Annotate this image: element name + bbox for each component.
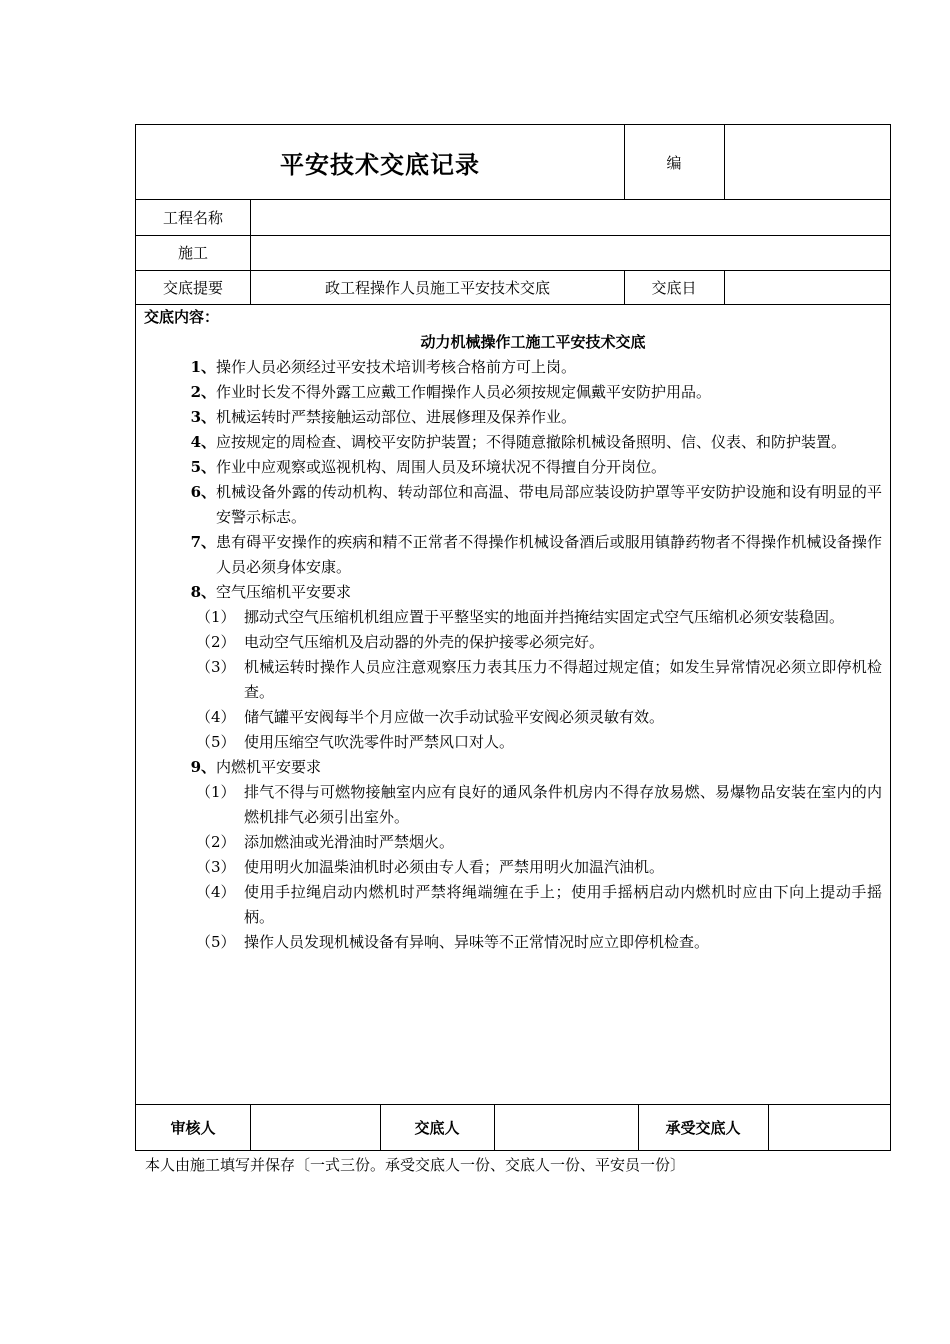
sub-list-item: （1） 排气不得与可燃物接触室内应有良好的通风条件机房内不得存放易燃、易爆物品安装在室内的内燃机排气必须引出室外。 xyxy=(196,783,882,826)
sub-list-item: （3） 使用明火加温柴油机时必须由专人看；严禁用明火加温汽油机。 xyxy=(196,858,665,876)
sub-list-item: （4） 储气罐平安阀每半个月应做一次手动试验平安阀必须灵敏有效。 xyxy=(196,708,665,726)
list-item: 6、 机械设备外露的传动机构、转动部位和高温、带电局部应装设防护罩等平安防护设施和设有明显的平安警示标志。 xyxy=(190,483,882,526)
sub-list-item: （5） 操作人员发现机械设备有异响、异味等不正常情况时应立即停机检查。 xyxy=(196,933,710,951)
reviewer-signature-field[interactable] xyxy=(251,1104,380,1150)
discloser-signature-field[interactable] xyxy=(495,1104,638,1150)
construction-field[interactable] xyxy=(251,235,890,270)
receiver-signature-field[interactable] xyxy=(769,1104,890,1150)
sub-list-item: （2） 电动空气压缩机及启动器的外壳的保护接零必须完好。 xyxy=(196,633,605,651)
list-item: 2、 作业时长发不得外露工应戴工作帽操作人员必须按规定佩戴平安防护用品。 xyxy=(190,383,712,401)
date-label: 交底日 xyxy=(651,278,697,297)
list-item: 4、 应按规定的周检查、调校平安防护装置；不得随意撤除机械设备照明、信、仪表、和防护装置。 xyxy=(190,433,847,451)
list-item: 7、 患有碍平安操作的疾病和精不正常者不得操作机械设备酒后或服用镇静药物者不得操作机械设备操作人员必须身体安康。 xyxy=(190,533,882,576)
list-item: 8、 空气压缩机平安要求 xyxy=(190,583,352,601)
receiver-label: 承受交底人 xyxy=(665,1118,741,1137)
list-item: 1、 操作人员必须经过平安技术培训考核合格前方可上岗。 xyxy=(190,358,577,376)
sub-list-item: （3） 机械运转时操作人员应注意观察压力表其压力不得超过规定值；如发生异常情况必须立即停机检查。 xyxy=(196,658,882,701)
list-item: 9、 内燃机平安要求 xyxy=(190,758,322,776)
sub-list-item: （4） 使用手拉绳启动内燃机时严禁将绳端缠在手上；使用手摇柄启动内燃机时应由下向上提动手摇柄。 xyxy=(196,883,882,926)
summary-value: 政工程操作人员施工平安技术交底 xyxy=(324,278,550,297)
construction-label: 施工 xyxy=(177,244,208,262)
footer-note: 本人由施工填写并保存〔一式三份。承受交底人一份、交底人一份、平安员一份〕 xyxy=(145,1156,686,1174)
sub-list-item: （2） 添加燃油或光滑油时严禁烟火。 xyxy=(196,833,455,851)
content-label: 交底内容： xyxy=(144,308,220,326)
sub-list-item: （1） 挪动式空气压缩机机组应置于平整坚实的地面并挡掩结实固定式空气压缩机必须安装稳固。 xyxy=(196,608,845,626)
code-label: 编 xyxy=(666,153,682,172)
date-field[interactable] xyxy=(725,270,890,304)
code-value-field[interactable] xyxy=(725,125,890,199)
reviewer-label: 审核人 xyxy=(170,1118,216,1137)
list-item: 5、 作业中应观察或巡视机构、周围人员及环境状况不得擅自分开岗位。 xyxy=(190,458,667,476)
content-subtitle: 动力机械操作工施工平安技术交底 xyxy=(420,333,646,351)
list-item: 3、 机械运转时严禁接触运动部位、进展修理及保养作业。 xyxy=(190,408,577,426)
project-name-label: 工程名称 xyxy=(162,208,223,227)
sub-list-item: （5） 使用压缩空气吹洗零件时严禁风口对人。 xyxy=(196,733,515,751)
project-name-field[interactable] xyxy=(251,199,890,235)
discloser-label: 交底人 xyxy=(414,1118,460,1137)
disclosure-record-table xyxy=(135,124,891,1151)
document-title: 平安技术交底记录 xyxy=(280,149,480,179)
disclosure-content xyxy=(144,305,882,955)
summary-label: 交底提要 xyxy=(162,278,223,297)
